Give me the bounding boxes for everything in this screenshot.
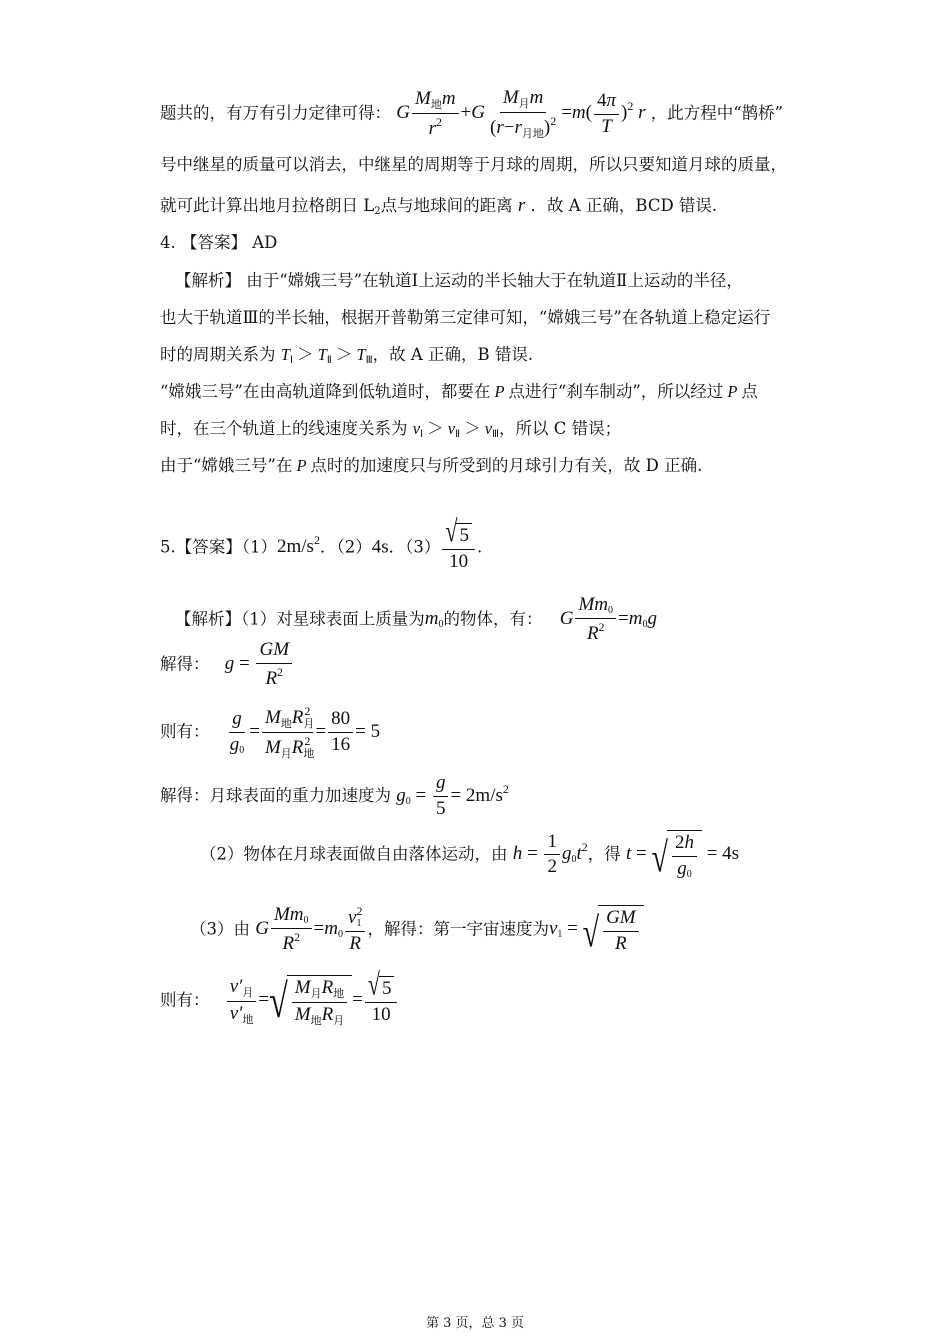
q4-analysis-line-2: 也大于轨道Ⅲ的半长轴，根据开普勒第三定律可知，“嫦娥三号”在各轨道上稳定运行 bbox=[160, 308, 771, 327]
q4-analysis-line-4: “嫦娥三号”在由高轨道降到低轨道时，都要在 P 点进行“刹车制动”，所以经过 P 点 bbox=[160, 382, 758, 401]
q4-analysis-line-6: 由于“嫦娥三号”在 P 点时的加速度只与所受到的月球引力有关，故 D 正确. bbox=[160, 456, 703, 475]
period-relation: TⅠ ＞ TⅡ ＞ TⅢ bbox=[280, 345, 373, 366]
q5-answer: 5.【答案】$(1)2m/s^2$．（2）4s．（3） √ 5 10 . bbox=[160, 513, 483, 572]
q5-velocity-ratio: 则有： $\frac{v'_月}{v'_地}$ = √ $\frac{M_月R_地}{M_地R_月}$ = √ 5 10 bbox=[160, 975, 399, 1027]
gravitation-equation: G $\frac{M_地m}{r^2}$ +G $\frac{M_月m}{(r-r_{月地})^2}$ =m( $\frac{4\pi}{T}$ )$^2$ r bbox=[396, 87, 646, 141]
q4-analysis-line-5: 时，在三个轨道上的线速度关系为 vⅠ ＞ vⅡ ＞ vⅢ，所以 C 错误； bbox=[160, 419, 622, 440]
page-footer: 第 3 页，总 3 页 bbox=[425, 1316, 525, 1331]
q4-analysis-line-3: 时的周期关系为 TⅠ ＞ TⅡ ＞ TⅢ，故 A 正确，B 错误. bbox=[160, 345, 534, 366]
q5-ratio: 则有： $\frac{g}{g0}$ = $\frac{M_地R_月^2}{M_月R_地^2}$ = $\frac{80}{16}$ = 5 bbox=[160, 704, 381, 761]
paragraph-line-2: 号中继星的质量可以消去，中继星的周期等于月球的周期，所以只要知道月球的质量， bbox=[160, 155, 787, 174]
paragraph-line-1 bbox=[160, 88, 783, 140]
paragraph-line-3: 就可此计算出地月拉格朗日 L2点与地球间的距离 r ．故 A 正确，BCD 错误. bbox=[160, 195, 718, 217]
text: ，此方程中“鹊桥” bbox=[650, 103, 784, 123]
q5-solve-g: 解得： g = $\frac{GM}{R^2}$ bbox=[160, 640, 294, 690]
velocity-relation: vⅠ ＞ vⅡ ＞ vⅢ bbox=[412, 419, 500, 440]
q5-moon-gravity: 解得：月球表面的重力加速度为 g0 = $\frac{g}{5}$ = $2m/s^2$ bbox=[160, 772, 509, 819]
q5-first-cosmic: （3）由 G $\frac{Mm0}{R^2}$ =m0 $\frac{v1^2}{R}$ ，解得：第一宇宙速度为v1 = √ $\frac{GM}{R}$ bbox=[190, 905, 644, 955]
q5-analysis-line-1: 【解析】（1）对星球表面上质量为m0的物体，有： G $\frac{Mm0}{R^2}$ =m0g bbox=[175, 594, 657, 644]
q5-free-fall: （2）物体在月球表面做自由落体运动，由 h = $\frac{1}{2}$ $g0t^2$，得 t = √ $\frac{2h}{g0}$ = 4s bbox=[200, 830, 740, 882]
q4-answer: 4. 【答案】 AD bbox=[160, 233, 278, 252]
text: 题共的，有万有引力定律可得： bbox=[160, 103, 391, 123]
q4-analysis-line-1: 【解析】 由于“嫦娥三号”在轨道Ⅰ上运动的半长轴大于在轨道Ⅱ上运动的半径， bbox=[175, 271, 743, 290]
